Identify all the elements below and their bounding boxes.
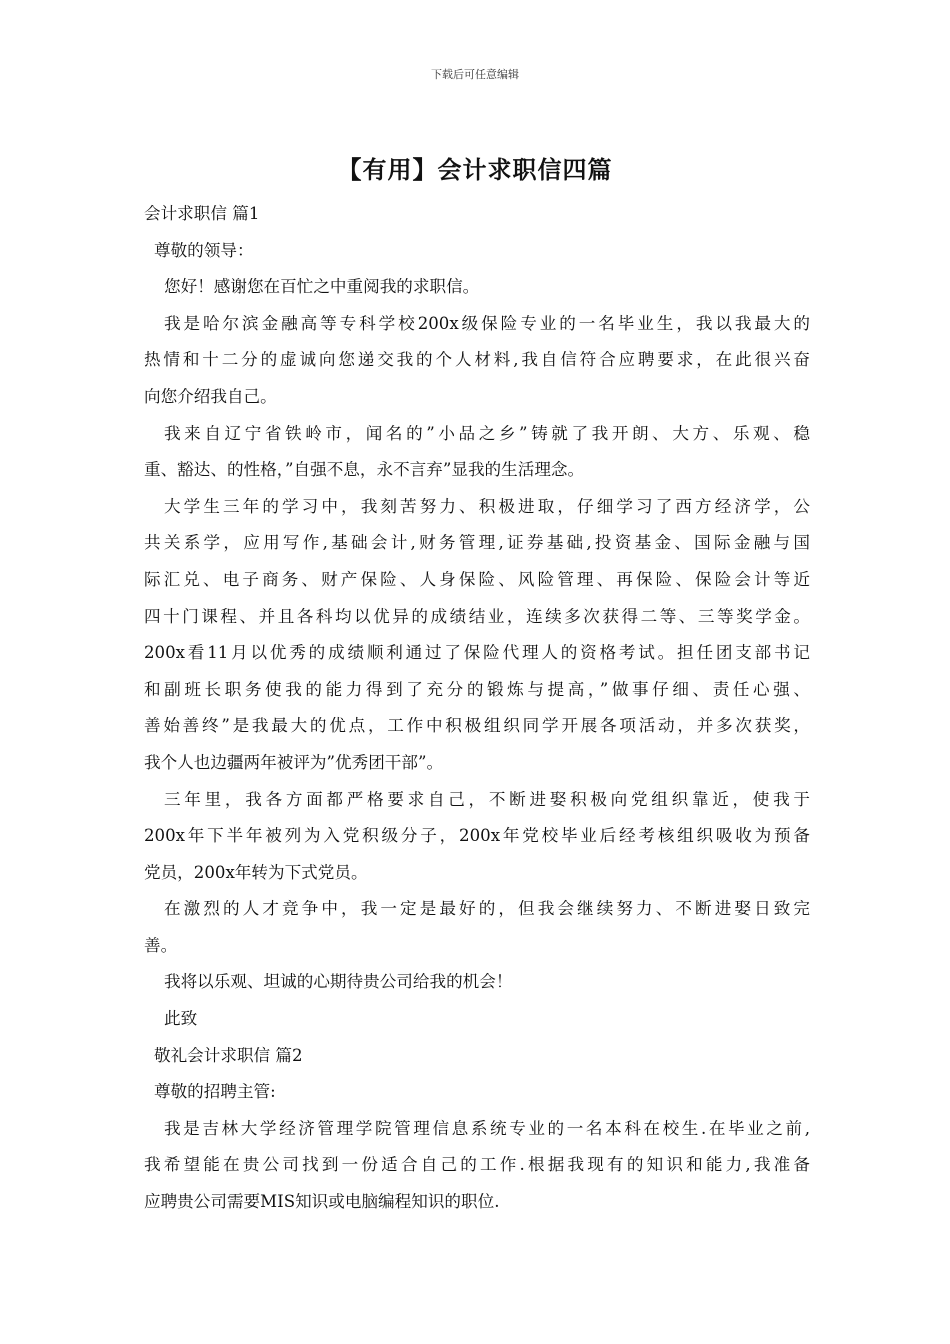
text-line: 我是哈尔滨金融高等专科学校200x级保险专业的一名毕业生，我以我最大的 — [164, 313, 810, 333]
text-line: 热情和十二分的虚诚向您递交我的个人材料,我自信符合应聘要求，在此很兴奋 — [144, 350, 810, 370]
text-line: 在激烈的人才竞争中，我一定是最好的，但我会继续努力、不断进娶日致完 — [164, 899, 810, 919]
text-line: 应聘贵公司需要MIS知识或电脑编程知识的职位. — [144, 1192, 500, 1212]
text-line: 此致 — [164, 1009, 198, 1029]
text-line: 我是吉林大学经济管理学院管理信息系统专业的一名本科在校生.在毕业之前, — [164, 1118, 810, 1138]
text-line: 敬礼会计求职信 篇2 — [154, 1045, 303, 1065]
text-line: 200x年下半年被列为入党积级分子，200x年党校毕业后经考核组织吸收为预备 — [144, 826, 810, 846]
text-line: 200x看11月以优秀的成绩顺利通过了保险代理人的资格考试。担任团支部书记 — [144, 643, 810, 663]
text-line: 尊敬的领导： — [154, 240, 254, 260]
text-line: 善始善终”是我最大的优点，工作中积极组织同学开展各项活动，并多次获奖， — [144, 716, 810, 736]
text-line: 我个人也边疆两年被评为”优秀团干部”。 — [144, 752, 444, 772]
text-line: 四十门课程、并且各科均以优异的成绩结业，连续多次获得二等、三等奖学金。 — [144, 606, 810, 626]
text-line: 重、豁达、的性格，”自强不息，永不言弃”显我的生活理念。 — [144, 460, 585, 480]
text-line: 会计求职信 篇1 — [144, 204, 260, 223]
text-line: 我来自辽宁省铁岭市，闻名的”小品之乡”铸就了我开朗、大方、乐观、稳 — [164, 423, 810, 443]
text-line: 三年里，我各方面都严格要求自己，不断进娶积极向党组织靠近，使我于 — [164, 789, 810, 809]
header-note: 下载后可任意编辑 — [431, 68, 519, 81]
text-line: 尊敬的招聘主管: — [154, 1082, 276, 1102]
text-line: 善。 — [144, 935, 178, 955]
text-line: 您好！感谢您在百忙之中重阅我的求职信。 — [164, 277, 480, 297]
text-line: 际汇兑、电子商务、财产保险、人身保险、风险管理、再保险、保险会计等近 — [144, 569, 810, 589]
text-line: 我将以乐观、坦诚的心期待贵公司给我的机会！ — [164, 972, 513, 992]
text-line: 共关系学，应用写作,基础会计,财务管理,证券基础,投资基金、国际金融与国 — [144, 533, 810, 553]
document-body — [144, 196, 810, 1221]
text-line: 大学生三年的学习中，我刻苦努力、积极进取，仔细学习了西方经济学，公 — [164, 496, 810, 516]
text-line: 向您介绍我自己。 — [144, 386, 277, 406]
document-title: 【有用】会计求职信四篇 — [337, 156, 613, 184]
text-line: 我希望能在贵公司找到一份适合自己的工作.根据我现有的知识和能力,我准备 — [144, 1155, 810, 1175]
text-line: 党员，200x年转为下式党员。 — [144, 862, 368, 882]
text-line: 和副班长职务使我的能力得到了充分的锻炼与提高，”做事仔细、责任心强、 — [144, 679, 810, 699]
